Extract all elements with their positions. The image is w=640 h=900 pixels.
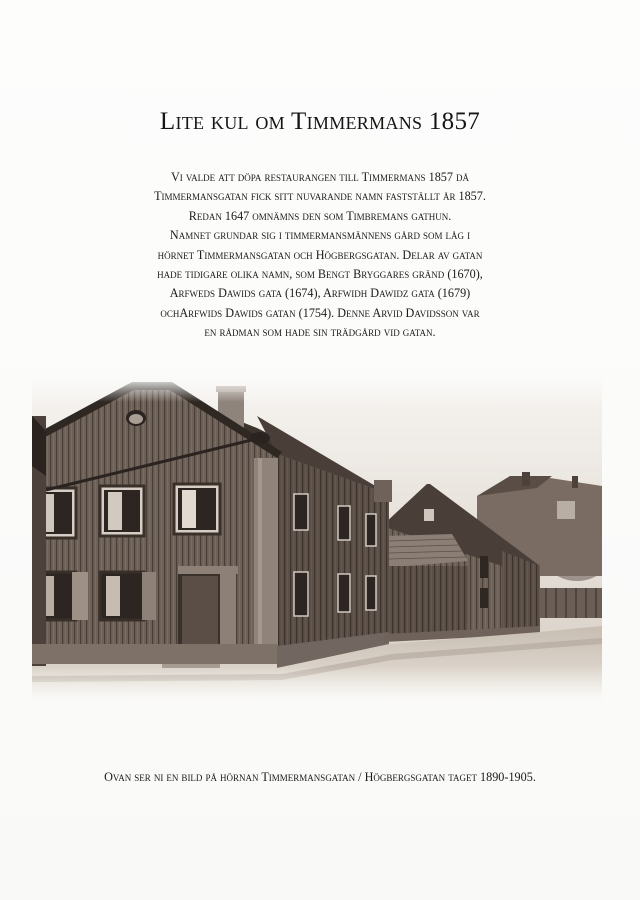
historic-street-photo — [32, 376, 602, 706]
intro-line: ochArfwids Dawids gatan (1754). Denne Arvid Davidsson var — [160, 305, 480, 320]
intro-line: Arfweds Dawids gata (1674), Arfwidh Dawidz gata (1679) — [169, 286, 471, 301]
intro-line: en rådman som hade sin trädgård vid gatan. — [204, 325, 436, 340]
intro-line: Vi valde att döpa restaurangen till Timmermans 1857 då — [170, 170, 470, 184]
intro-line: Timmermansgatan fick sitt nuvarande namn fastställt år 1857. — [154, 189, 486, 204]
page-title: Lite kul om Timmermans 1857 — [159, 108, 481, 135]
intro-paragraph — [130, 168, 510, 343]
intro-line: Redan 1647 omnämns den som Timbremans gathun. — [188, 208, 452, 223]
intro-line: hörnet Timmermansgatan och Högbergsgatan. Delar av gatan — [157, 247, 483, 262]
intro-line: Namnet grundar sig i timmermansmännens gård som låg i — [169, 228, 471, 243]
photo-caption: Ovan ser ni en bild på hörnan Timmermansgatan / Högbergsgatan taget 1890-1905. — [104, 770, 536, 784]
intro-line: hade tidigare olika namn, som Bengt Bryggares gränd (1670), — [157, 267, 483, 282]
